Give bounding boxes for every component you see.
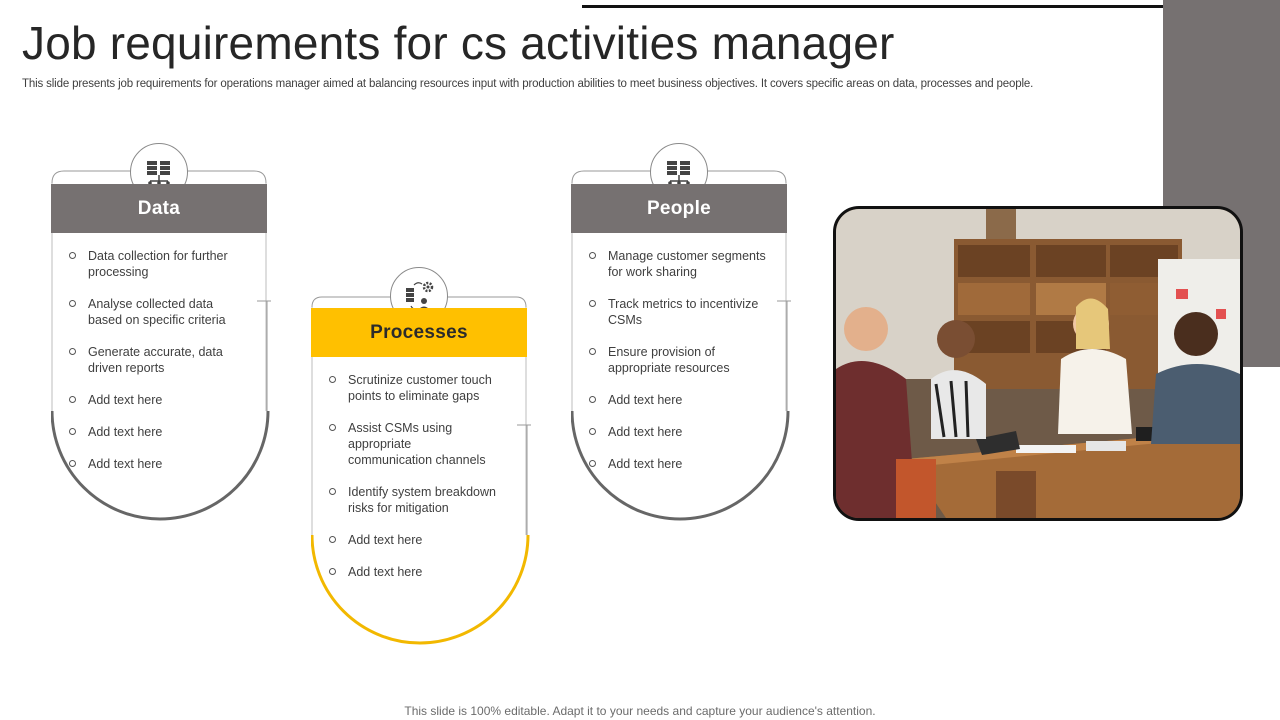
slide-title: Job requirements for cs activities manager <box>22 17 895 69</box>
list-item: Add text here <box>69 456 249 472</box>
list-item: Scrutinize customer touch points to eliminate gaps <box>329 372 509 404</box>
bullet-icon <box>329 568 336 575</box>
bullet-icon <box>69 348 76 355</box>
bullet-icon <box>589 460 596 467</box>
list-item: Add text here <box>329 532 509 548</box>
card-list-data <box>69 248 249 488</box>
team-meeting-photo <box>833 206 1243 521</box>
bullet-icon <box>589 300 596 307</box>
bullet-icon <box>589 396 596 403</box>
slide-footer: This slide is 100% editable. Adapt it to your needs and capture your audience's attention. <box>404 704 876 718</box>
list-item: Manage customer segments for work sharing <box>589 248 769 280</box>
list-item: Generate accurate, data driven reports <box>69 344 249 376</box>
list-item: Add text here <box>329 564 509 580</box>
bullet-icon <box>69 300 76 307</box>
card-header-processes: Processes <box>311 308 527 357</box>
card-header-data: Data <box>51 184 267 233</box>
list-item: Add text here <box>589 456 769 472</box>
bullet-icon <box>69 428 76 435</box>
card-list-people <box>589 248 769 488</box>
list-item: Data collection for further processing <box>69 248 249 280</box>
bullet-icon <box>589 348 596 355</box>
list-item: Ensure provision of appropriate resources <box>589 344 739 376</box>
card-data <box>51 143 271 523</box>
list-item: Add text here <box>589 424 769 440</box>
card-processes <box>311 267 531 647</box>
card-list-processes <box>329 372 509 596</box>
list-item: Add text here <box>589 392 769 408</box>
slide-subtitle: This slide presents job requirements for operations manager aimed at balancing resources input with production abilities to meet business objectives. It covers specific areas on data, processes and people. <box>22 78 1034 90</box>
card-people <box>571 143 791 523</box>
list-item: Add text here <box>69 424 249 440</box>
list-item: Add text here <box>69 392 249 408</box>
bullet-icon <box>329 424 336 431</box>
top-accent-line <box>582 5 1164 8</box>
bullet-icon <box>69 252 76 259</box>
bullet-icon <box>69 396 76 403</box>
list-item: Track metrics to incentivize CSMs <box>589 296 769 328</box>
team-meeting-illustration <box>836 209 1240 518</box>
bullet-icon <box>329 488 336 495</box>
list-item: Analyse collected data based on specific criteria <box>69 296 249 328</box>
bullet-icon <box>329 536 336 543</box>
list-item: Assist CSMs using appropriate communication channels <box>329 420 489 468</box>
bullet-icon <box>589 428 596 435</box>
card-header-people: People <box>571 184 787 233</box>
list-item: Identify system breakdown risks for mitigation <box>329 484 509 516</box>
bullet-icon <box>69 460 76 467</box>
bullet-icon <box>589 252 596 259</box>
bullet-icon <box>329 376 336 383</box>
